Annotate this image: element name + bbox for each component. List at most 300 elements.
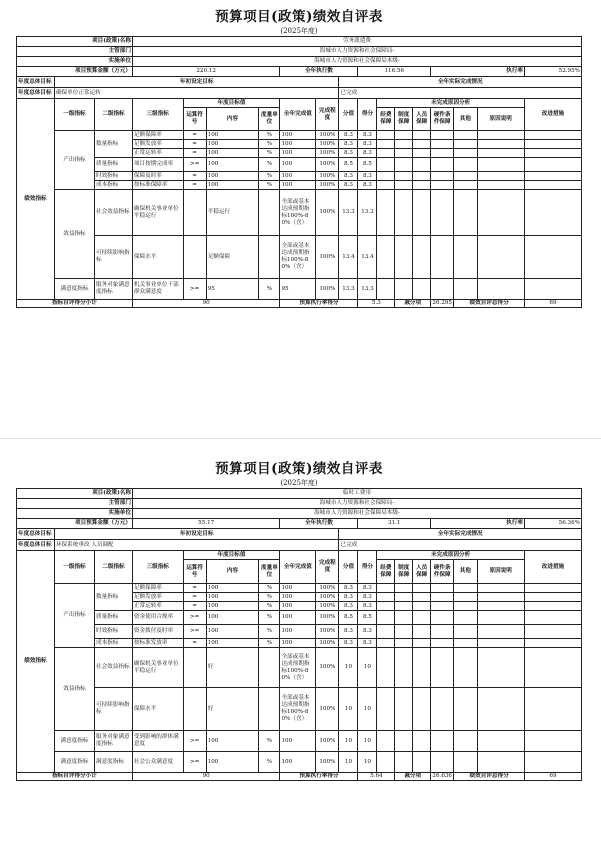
total-label: 绩效自评总得分 [454, 300, 525, 308]
reason-cell [454, 236, 477, 279]
reason-cell [395, 648, 413, 688]
reason-cell [477, 190, 524, 236]
score-header: 分值 [339, 99, 358, 131]
l3-cell: 保障及时率 [132, 172, 183, 181]
unit-cell: % [259, 172, 280, 181]
budget-value: 55.17 [132, 519, 280, 529]
score-cell: 8.3 [339, 602, 358, 611]
l2-header: 二级指标 [94, 551, 132, 584]
got-cell: 8.3 [358, 639, 377, 648]
deduct-label: 减分项 [395, 300, 431, 308]
group-output-label: 产出指标 [54, 131, 94, 190]
got-cell: 8.5 [358, 611, 377, 625]
content-cell: 100 [206, 731, 259, 752]
unit-cell [259, 648, 280, 688]
reason-cell [477, 279, 524, 300]
done-cell: 100 [280, 158, 316, 172]
score-cell: 8.5 [339, 158, 358, 172]
reason-cell [454, 593, 477, 602]
reason-r5-header: 其他 [454, 560, 477, 584]
done-cell: 全部或基本达成预期指标100%-80%（含） [280, 688, 316, 731]
project-name-row [17, 37, 582, 47]
reason-cell [413, 149, 431, 158]
reason-cell [413, 648, 431, 688]
got-cell: 8.3 [358, 602, 377, 611]
reason-cell [454, 611, 477, 625]
unit-value: 海城市人力资源和社会保障局本级- [132, 57, 581, 67]
project-name-label: 项目(政策)名称 [17, 37, 133, 47]
op-cell: >= [183, 731, 206, 752]
score-cell: 10 [339, 648, 358, 688]
unit-measure-header: 度量单位 [259, 108, 280, 131]
reason-cell [413, 593, 431, 602]
done-cell: 全部或基本达成预期指标100%-80%（含） [280, 190, 316, 236]
reason-r5-header: 其他 [454, 108, 477, 131]
degree-cell: 100% [316, 236, 339, 279]
group-benefit-label: 效益指标 [54, 648, 94, 731]
reason-cell [431, 752, 454, 773]
reason-cell [413, 731, 431, 752]
group-satisfaction-label: 满意度指标 [54, 731, 94, 752]
metric-row [17, 236, 582, 279]
done-cell: 100 [280, 625, 316, 639]
reason-cell [413, 158, 431, 172]
reason-cell [431, 648, 454, 688]
done-cell: 100 [280, 131, 316, 140]
degree-cell: 100% [316, 648, 339, 688]
l3-cell: 足额发放率 [132, 140, 183, 149]
reason-cell [454, 131, 477, 140]
score-cell: 13.4 [339, 236, 358, 279]
reason-r3-header: 人员保障 [413, 108, 431, 131]
dept-value: 海城市人力资源和社会保障局- [132, 499, 581, 509]
unit-cell [259, 236, 280, 279]
total-value: 69 [524, 300, 581, 308]
project-name-label: 项目(政策)名称 [17, 489, 133, 499]
reason-cell [454, 648, 477, 688]
op-cell [183, 688, 206, 731]
budget-score-value: 5.3 [358, 300, 395, 308]
actual-status-label: 全年实际完成情况 [339, 529, 582, 540]
reason-cell [431, 140, 454, 149]
unit-measure-header: 度量单位 [259, 560, 280, 584]
degree-cell: 100% [316, 584, 339, 593]
reason-cell [431, 158, 454, 172]
score-cell: 8.3 [339, 584, 358, 593]
l1-header: 一级指标 [54, 99, 94, 131]
reason-cell [395, 190, 413, 236]
reason-cell [413, 236, 431, 279]
op-cell [183, 190, 206, 236]
unit-cell: % [259, 584, 280, 593]
degree-cell: 100% [316, 181, 339, 190]
degree-cell: 100% [316, 131, 339, 140]
done-cell: 全部或基本达成预期指标100%-80%（含） [280, 236, 316, 279]
reason-cell [413, 181, 431, 190]
unit-cell: % [259, 131, 280, 140]
reason-cell [524, 236, 581, 279]
deduct-value: 26.636 [432, 773, 452, 779]
reason-cell [413, 584, 431, 593]
initial-goal-label: 年初设定目标 [54, 77, 339, 88]
reason-cell [431, 236, 454, 279]
reason-cell [377, 584, 395, 593]
reason-cell [431, 190, 454, 236]
l3-cell: 正常运转率 [132, 602, 183, 611]
reason-cell [377, 158, 395, 172]
budget-label: 项目预算金额（万元） [17, 67, 133, 77]
unit-value: 海城市人力资源和社会保障局本级- [132, 509, 581, 519]
reason-cell [524, 172, 581, 181]
reason-cell [377, 648, 395, 688]
total-value: 69 [524, 773, 581, 781]
reason-r4-header: 硬件条件保障 [431, 560, 454, 584]
l2-header: 二级指标 [94, 99, 132, 131]
got-cell: 10 [358, 731, 377, 752]
l2-cell: 成本指标 [94, 181, 132, 190]
reason-cell [395, 625, 413, 639]
l2-cell: 服务对象满意度指标 [94, 731, 132, 752]
reason-cell [477, 131, 524, 140]
reason-cell [431, 279, 454, 300]
degree-cell: 100% [316, 593, 339, 602]
reason-r2-header: 制度保障 [395, 108, 413, 131]
reason-cell [377, 131, 395, 140]
done-cell: 100 [280, 752, 316, 773]
content-cell: 100 [206, 140, 259, 149]
improve-header: 改进措施 [524, 551, 581, 584]
goal-overall-label: 年度总体目标 [17, 88, 55, 99]
content-cell: 100 [206, 611, 259, 625]
op-cell: = [183, 593, 206, 602]
goal-header-row [17, 529, 582, 540]
reason-cell [377, 688, 395, 731]
project-name-value: 临时工费用 [132, 489, 581, 499]
metric-row [17, 181, 582, 190]
op-cell: = [183, 172, 206, 181]
done-cell: 100 [280, 584, 316, 593]
l2-cell: 质量指标 [94, 158, 132, 172]
reason-cell [413, 190, 431, 236]
actual-status-text: 已完成 [339, 88, 582, 99]
l3-cell: 足额保障率 [132, 584, 183, 593]
op-cell: = [183, 584, 206, 593]
content-cell: 100 [206, 625, 259, 639]
exec-value: 116.56 [358, 67, 431, 77]
l3-cell: 机关事业单位干部群众满意度 [132, 279, 183, 300]
metrics-header-row [17, 551, 582, 560]
l3-cell: 资金拨付及时率 [132, 625, 183, 639]
rate-label: 执行率 [431, 519, 525, 529]
l3-cell: 受到影响的群体满意度 [132, 731, 183, 752]
got-header: 得分 [358, 99, 377, 131]
reason-cell [377, 172, 395, 181]
reason-cell [431, 611, 454, 625]
reason-cell [395, 584, 413, 593]
unit-cell: % [259, 279, 280, 300]
l3-cell: 资金使用合规率 [132, 611, 183, 625]
metric-row [17, 190, 582, 236]
reason-cell [524, 688, 581, 731]
budget-value: 220.12 [132, 67, 280, 77]
reason-cell [377, 236, 395, 279]
reason-cell [477, 584, 524, 593]
unit-row [17, 57, 582, 67]
summary-row [17, 300, 582, 308]
l2-cell: 数量指标 [94, 584, 132, 611]
rate-value: 52.95% [524, 67, 581, 77]
l2-cell: 成本指标 [94, 639, 132, 648]
reason-cell [395, 602, 413, 611]
done-cell: 100 [280, 181, 316, 190]
score-cell: 8.3 [339, 131, 358, 140]
reason-analysis-header: 未完成原因分析 [377, 551, 525, 560]
reason-cell [413, 611, 431, 625]
content-header: 内容 [206, 560, 259, 584]
reason-cell [377, 752, 395, 773]
done-cell: 100 [280, 639, 316, 648]
evaluation-sheet [16, 8, 582, 308]
metric-row [17, 172, 582, 181]
reason-cell [477, 181, 524, 190]
reason-cell [477, 593, 524, 602]
degree-cell: 100% [316, 688, 339, 731]
unit-cell: % [259, 149, 280, 158]
reason-cell [377, 190, 395, 236]
goal-overall-label: 年度总体目标 [17, 77, 55, 88]
reason-cell [413, 639, 431, 648]
summary-row [17, 773, 582, 781]
rate-label: 执行率 [431, 67, 525, 77]
reason-cell [454, 584, 477, 593]
reason-cell [395, 236, 413, 279]
deduct-value: 26.295 [432, 300, 452, 306]
got-cell: 8.3 [358, 593, 377, 602]
evaluation-table [16, 488, 582, 781]
reason-cell [454, 140, 477, 149]
reason-cell [477, 611, 524, 625]
exec-value: 31.1 [358, 519, 431, 529]
done-cell: 100 [280, 140, 316, 149]
reason-cell [395, 158, 413, 172]
reason-cell [377, 602, 395, 611]
degree-cell: 100% [316, 172, 339, 181]
reason-r3-header: 人员保障 [413, 560, 431, 584]
op-cell: = [183, 602, 206, 611]
reason-cell [431, 181, 454, 190]
budget-label: 项目预算金额（万元） [17, 519, 133, 529]
got-cell: 8.5 [358, 158, 377, 172]
reason-cell [395, 639, 413, 648]
op-cell: = [183, 639, 206, 648]
op-cell [183, 236, 206, 279]
op-header: 运算符号 [183, 108, 206, 131]
op-cell: = [183, 140, 206, 149]
reason-cell [413, 688, 431, 731]
group-satisfaction-label: 满意度指标 [54, 752, 94, 773]
evaluation-sheet [16, 460, 582, 781]
reason-cell [477, 172, 524, 181]
content-cell: 足额保障 [206, 236, 259, 279]
score-cell: 13.3 [339, 279, 358, 300]
content-cell: 100 [206, 158, 259, 172]
reason-cell [454, 602, 477, 611]
goal-overall-label: 年度总体目标 [17, 529, 55, 540]
unit-cell: % [259, 752, 280, 773]
unit-cell [259, 190, 280, 236]
unit-cell: % [259, 593, 280, 602]
project-name-value: 劳务派遣费 [132, 37, 581, 47]
reason-cell [524, 639, 581, 648]
unit-cell: % [259, 611, 280, 625]
reason-cell [395, 731, 413, 752]
done-cell: 95 [280, 279, 316, 300]
content-cell: 100 [206, 131, 259, 140]
reason-cell [524, 648, 581, 688]
reason-cell [524, 625, 581, 639]
l3-cell: 足额保障率 [132, 131, 183, 140]
dept-value: 海城市人力资源和社会保障局- [132, 47, 581, 57]
reason-cell [477, 140, 524, 149]
sheet-title: 预算项目(政策)绩效自评表 [215, 9, 383, 25]
evaluation-table [16, 36, 582, 308]
reason-cell [524, 149, 581, 158]
score-cell: 10 [339, 752, 358, 773]
goal-text: 环保系统垂改 人员调配 [54, 540, 339, 551]
degree-header: 完成程度 [316, 99, 339, 131]
l3-cell: 保障水平 [132, 688, 183, 731]
got-cell: 8.3 [358, 149, 377, 158]
reason-cell [377, 593, 395, 602]
unit-cell: % [259, 639, 280, 648]
l2-cell: 社会效益指标 [94, 648, 132, 688]
reason-cell [477, 602, 524, 611]
l2-cell: 服务对象满意度指标 [94, 279, 132, 300]
dept-row [17, 47, 582, 57]
budget-score-value: 5.64 [358, 773, 395, 781]
content-cell: 好 [206, 688, 259, 731]
reason-cell [431, 584, 454, 593]
reason-cell [477, 688, 524, 731]
content-cell: 100 [206, 181, 259, 190]
score-cell: 8.3 [339, 149, 358, 158]
got-cell: 13.3 [358, 190, 377, 236]
reason-cell [395, 172, 413, 181]
unit-cell: % [259, 731, 280, 752]
score-cell: 8.3 [339, 181, 358, 190]
unit-cell: % [259, 602, 280, 611]
got-cell: 10 [358, 752, 377, 773]
deduct-label: 减分项 [395, 773, 431, 781]
reason-cell [431, 731, 454, 752]
reason-cell [454, 279, 477, 300]
reason-cell [377, 181, 395, 190]
reason-cell [431, 172, 454, 181]
unit-cell: % [259, 158, 280, 172]
budget-score-label: 预算执行率得分 [280, 773, 358, 781]
reason-cell [477, 158, 524, 172]
page-divider [0, 438, 601, 439]
degree-cell: 100% [316, 625, 339, 639]
got-cell: 8.3 [358, 181, 377, 190]
reason-cell [454, 752, 477, 773]
reason-cell [395, 593, 413, 602]
content-cell: 平稳运行 [206, 190, 259, 236]
perf-index-label: 绩效指标 [17, 99, 55, 300]
reason-cell [477, 648, 524, 688]
score-cell: 10 [339, 688, 358, 731]
metric-row [17, 131, 582, 140]
reason-cell [395, 140, 413, 149]
content-cell: 100 [206, 172, 259, 181]
reason-r2-header: 制度保障 [395, 560, 413, 584]
reason-cell [524, 279, 581, 300]
goal-text: 确保单位正常运转 [54, 88, 339, 99]
op-header: 运算符号 [183, 560, 206, 584]
reason-r1-header: 经费保障 [377, 560, 395, 584]
reason-cell [377, 611, 395, 625]
degree-cell: 100% [316, 158, 339, 172]
group-benefit-label: 效益指标 [54, 190, 94, 279]
year-done-header: 全年完成值 [280, 99, 316, 131]
l2-cell: 时效指标 [94, 625, 132, 639]
op-cell: >= [183, 611, 206, 625]
subtotal-label: 指标自评得分小计 [17, 300, 133, 308]
l3-cell: 确保机关事业单位平稳运行 [132, 648, 183, 688]
done-cell: 全部或基本达成预期指标100%-80%（含） [280, 648, 316, 688]
reason-cell [431, 625, 454, 639]
degree-cell: 100% [316, 639, 339, 648]
budget-row [17, 519, 582, 529]
l3-cell: 正常运转率 [132, 149, 183, 158]
reason-cell [377, 731, 395, 752]
degree-header: 完成程度 [316, 551, 339, 584]
l2-cell: 质量指标 [94, 611, 132, 625]
reason-cell [454, 158, 477, 172]
reason-cell [477, 625, 524, 639]
reason-cell [413, 602, 431, 611]
reason-cell [454, 172, 477, 181]
op-cell: = [183, 149, 206, 158]
content-cell: 好 [206, 648, 259, 688]
content-cell: 100 [206, 584, 259, 593]
exec-label: 全年执行数 [280, 67, 358, 77]
degree-cell: 100% [316, 731, 339, 752]
l2-cell: 可持续影响指标 [94, 236, 132, 279]
done-cell: 100 [280, 149, 316, 158]
reason-cell [431, 688, 454, 731]
reason-cell [454, 181, 477, 190]
goal-content-row [17, 540, 582, 551]
reason-cell [431, 593, 454, 602]
metric-row [17, 648, 582, 688]
reason-cell [454, 625, 477, 639]
reason-cell [377, 639, 395, 648]
reason-cell [377, 140, 395, 149]
done-cell: 100 [280, 602, 316, 611]
got-cell: 13.4 [358, 236, 377, 279]
unit-cell: % [259, 625, 280, 639]
metric-row [17, 625, 582, 639]
reason-cell [477, 236, 524, 279]
subtotal-value: 90 [132, 773, 280, 781]
metric-row [17, 688, 582, 731]
l3-cell: 社会公众满意度 [132, 752, 183, 773]
goal-content-row [17, 88, 582, 99]
reason-analysis-header: 未完成原因分析 [377, 99, 525, 108]
reason-r4-header: 硬件条件保障 [431, 108, 454, 131]
budget-score-label: 预算执行率得分 [280, 300, 358, 308]
